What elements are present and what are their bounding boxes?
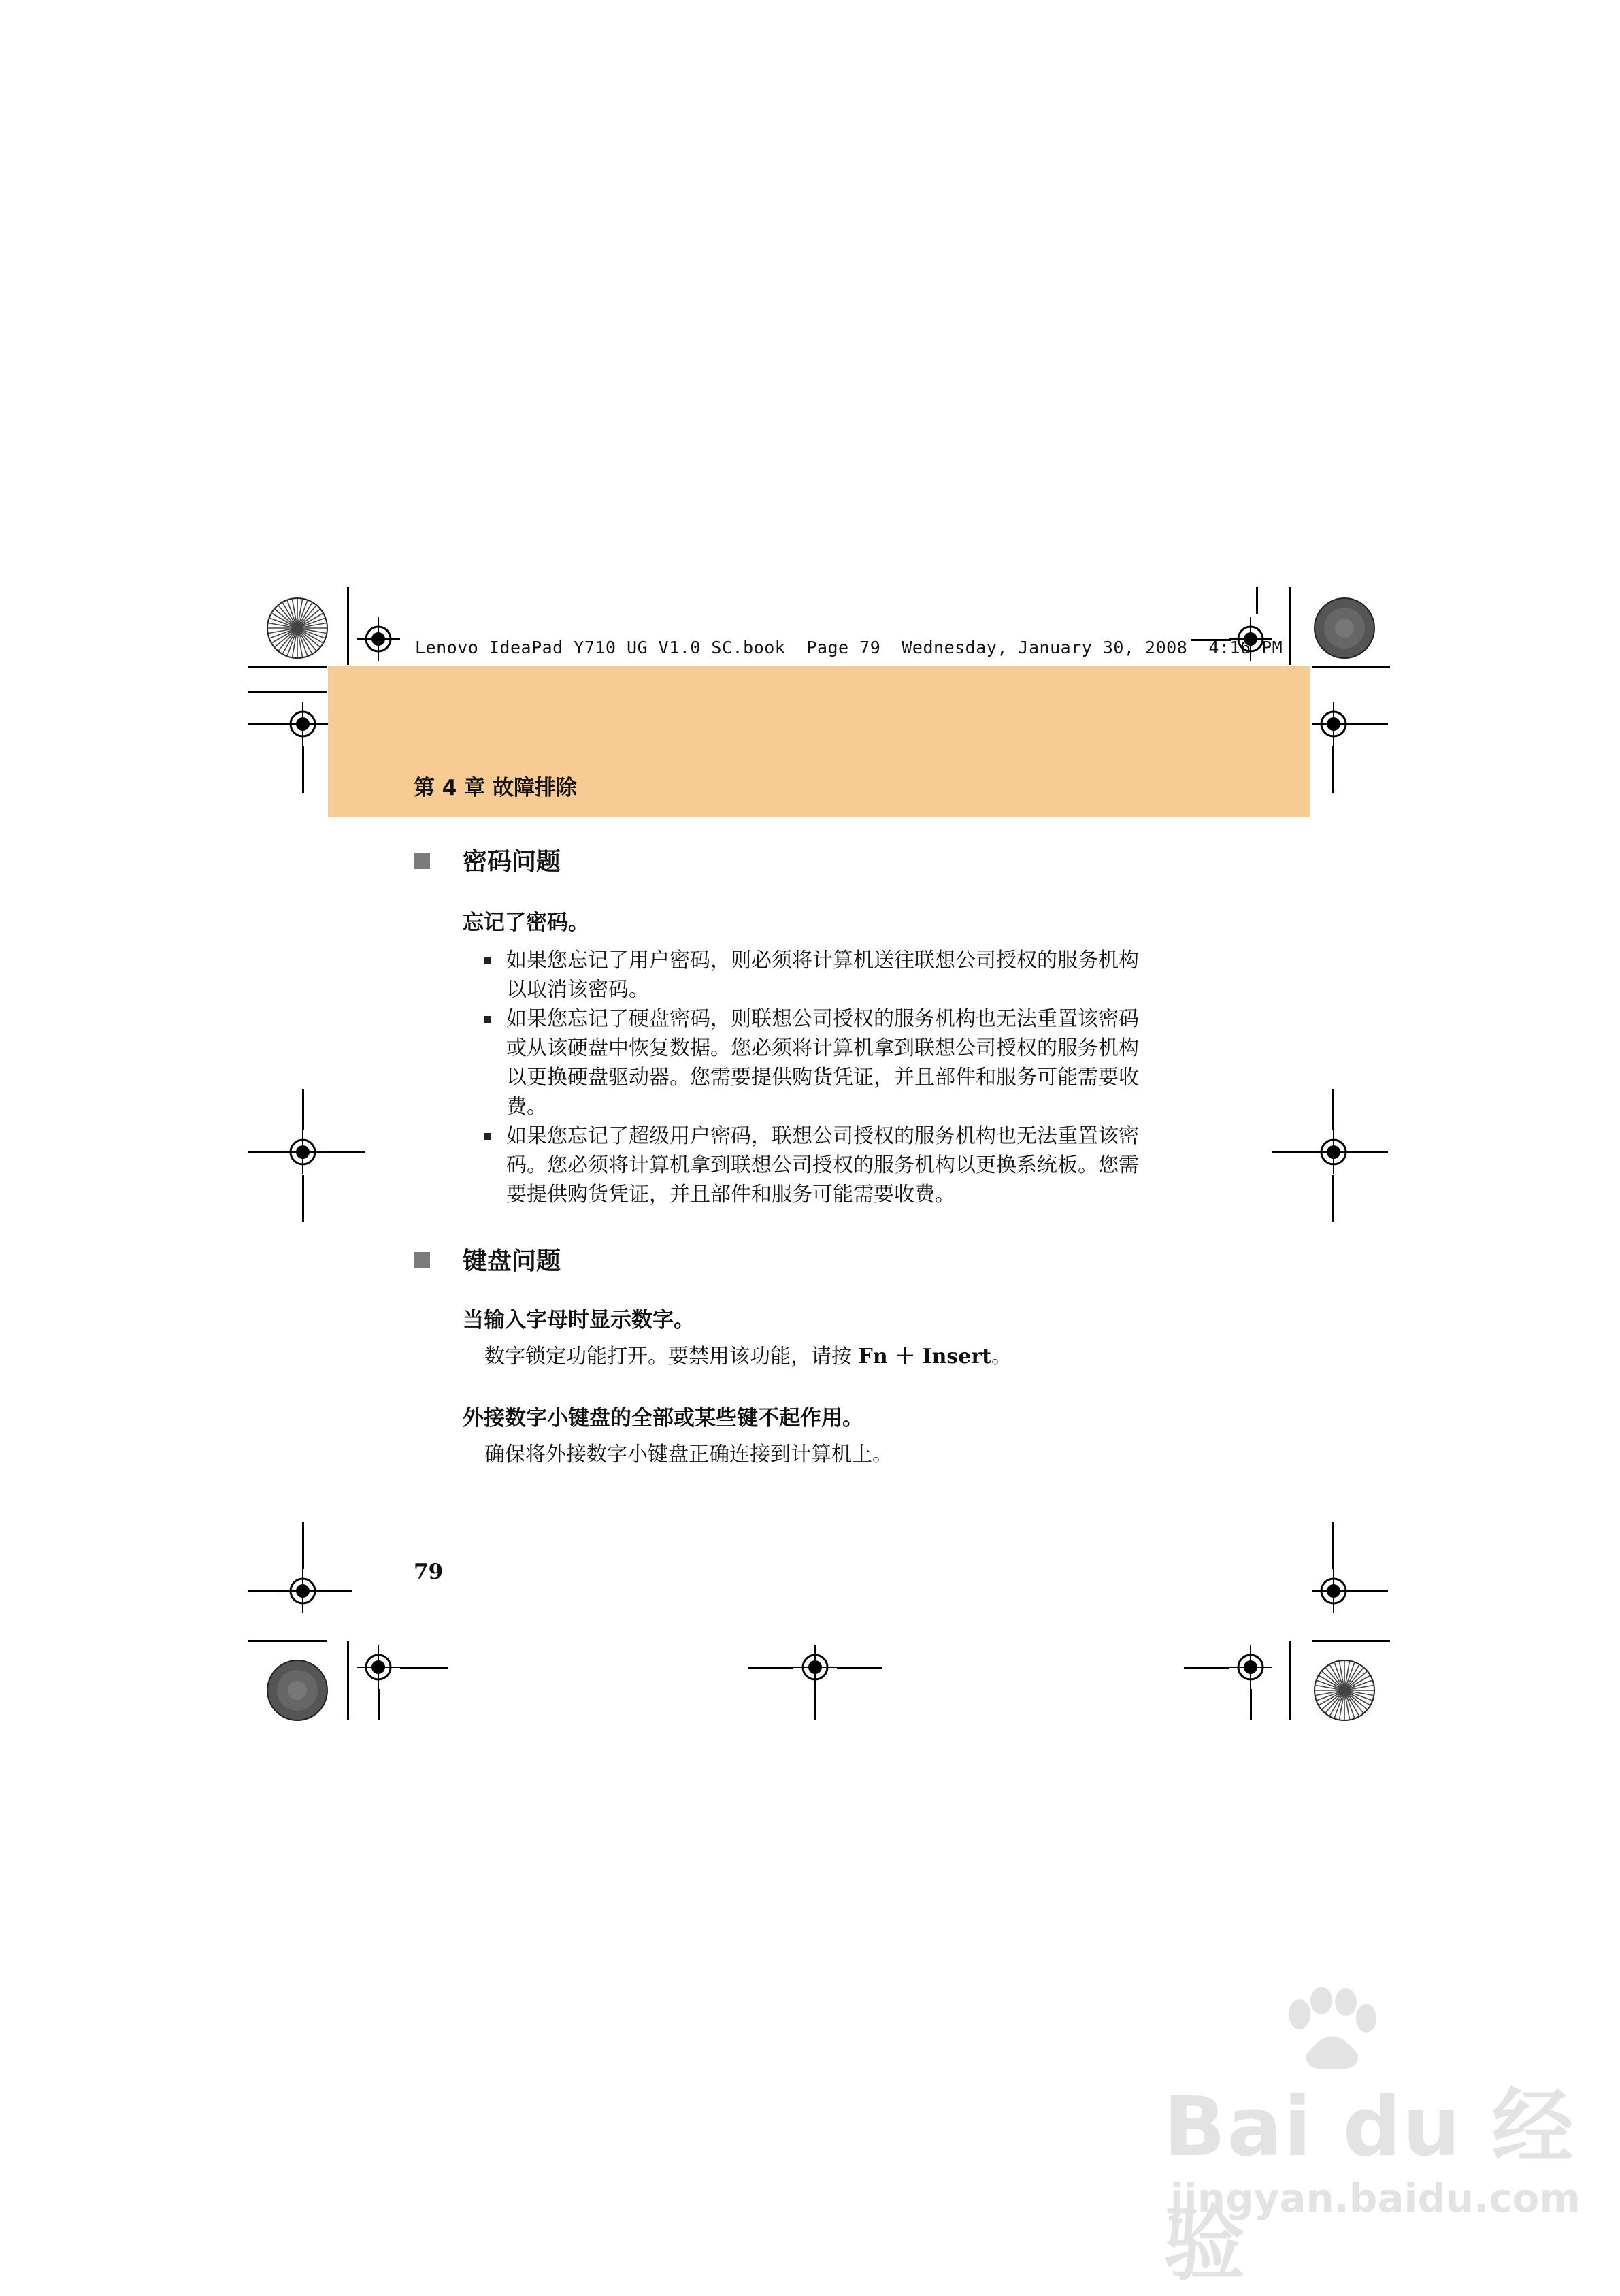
subsection-title: 当输入字母时显示数字。 — [463, 1308, 695, 1332]
list-item-line: 如果您忘记了硬盘密码，则联想公司授权的服务机构也无法重置该密码 — [506, 1007, 1139, 1031]
paragraph-text: 数字锁定功能打开。要禁用该功能，请按 — [484, 1345, 859, 1368]
paragraph-text: 。 — [991, 1345, 1012, 1368]
section-bullet-icon — [414, 1252, 430, 1268]
watermark-url: jingyan.baidu.com — [1170, 2175, 1581, 2221]
list-item-line: 如果您忘记了超级用户密码，联想公司授权的服务机构也无法重置该密 — [506, 1124, 1139, 1148]
crop-mark — [1332, 746, 1334, 793]
list-bullet-icon — [484, 1133, 491, 1140]
crop-mark — [302, 1175, 304, 1222]
book-file-info: Lenovo IdeaPad Y710 UG V1.0_SC.book Page 79 Wednesday, January 30, 2008 4:16 PM — [415, 638, 1283, 657]
crop-mark — [248, 691, 327, 693]
section-title: 密码问题 — [463, 848, 561, 876]
paragraph: 确保将外接数字小键盘正确连接到计算机上。 — [484, 1443, 893, 1466]
list-item-line: 或从该硬盘中恢复数据。您必须将计算机拿到联想公司授权的服务机构 — [506, 1036, 1139, 1060]
list-bullet-icon — [484, 1016, 491, 1023]
crosshair-icon — [1312, 1130, 1355, 1174]
crop-mark — [248, 1151, 281, 1153]
crop-mark — [325, 1151, 365, 1153]
key-combo: Fn ＋ Insert — [858, 1345, 992, 1368]
crop-mark — [325, 1590, 352, 1592]
crop-mark — [248, 1640, 327, 1642]
crosshair-icon — [281, 1569, 325, 1613]
crop-mark — [302, 1089, 304, 1130]
paragraph — [484, 1342, 1012, 1371]
registration-target-icon — [1312, 595, 1377, 661]
crop-mark — [748, 1667, 793, 1669]
crop-mark — [1312, 666, 1390, 668]
crop-mark — [1289, 587, 1291, 665]
crop-mark — [347, 1641, 349, 1720]
list-item-line: 费。 — [506, 1095, 547, 1119]
registration-target-icon — [265, 1658, 330, 1723]
crop-mark — [248, 723, 281, 725]
list-bullet-icon — [484, 957, 491, 964]
section-title: 键盘问题 — [463, 1247, 561, 1275]
crosshair-icon — [1312, 702, 1355, 746]
list-item — [506, 1004, 1139, 1121]
list-item-line: 如果您忘记了用户密码，则必须将计算机送往联想公司授权的服务机构 — [506, 949, 1139, 972]
list-item-line: 以更换硬盘驱动器。您需要提供购货凭证，并且部件和服务可能需要收 — [506, 1066, 1139, 1089]
crosshair-icon — [793, 1645, 837, 1689]
crop-mark — [378, 1689, 380, 1720]
subsection-title: 忘记了密码。 — [463, 911, 589, 935]
crop-mark — [1332, 1175, 1334, 1222]
crop-mark — [248, 1590, 281, 1592]
list-item-line: 码。您必须将计算机拿到联想公司授权的服务机构以更换系统板。您需 — [506, 1153, 1139, 1177]
crop-mark — [248, 666, 327, 668]
crop-mark — [1184, 1667, 1229, 1669]
crosshair-icon — [357, 617, 400, 661]
chapter-title: 第 4 章 故障排除 — [414, 776, 577, 800]
crop-mark — [837, 1667, 882, 1669]
crop-mark — [1289, 1641, 1291, 1720]
list-item — [506, 946, 1139, 1004]
list-item — [506, 1121, 1139, 1209]
crop-mark — [1355, 1590, 1388, 1592]
registration-target-icon — [265, 595, 330, 661]
crop-mark — [347, 587, 349, 665]
crosshair-icon — [1312, 1569, 1355, 1613]
crop-mark — [1332, 1089, 1334, 1130]
crop-mark — [814, 1689, 816, 1720]
crop-mark — [1256, 587, 1258, 614]
crop-mark — [1312, 1640, 1390, 1642]
list-item-line: 要提供购货凭证，并且部件和服务可能需要收费。 — [506, 1183, 955, 1207]
crosshair-icon — [281, 1130, 325, 1174]
crop-mark — [302, 1522, 304, 1569]
crop-mark — [1332, 1522, 1334, 1569]
crosshair-icon — [357, 1645, 400, 1689]
list-item-line: 以取消该密码。 — [506, 978, 649, 1002]
page-number: 79 — [414, 1560, 444, 1584]
crop-mark — [1272, 1151, 1312, 1153]
watermark-brand: Bai du 经验 — [1163, 2080, 1575, 2292]
crosshair-icon — [1229, 1645, 1272, 1689]
crop-mark — [302, 746, 304, 793]
crosshair-icon — [281, 702, 325, 746]
crop-mark — [1250, 1689, 1252, 1720]
crop-mark — [1355, 1151, 1388, 1153]
crop-mark — [400, 1667, 448, 1669]
subsection-title: 外接数字小键盘的全部或某些键不起作用。 — [463, 1406, 863, 1430]
crop-mark — [1355, 723, 1388, 725]
registration-target-icon — [1312, 1658, 1377, 1723]
section-bullet-icon — [414, 853, 430, 869]
